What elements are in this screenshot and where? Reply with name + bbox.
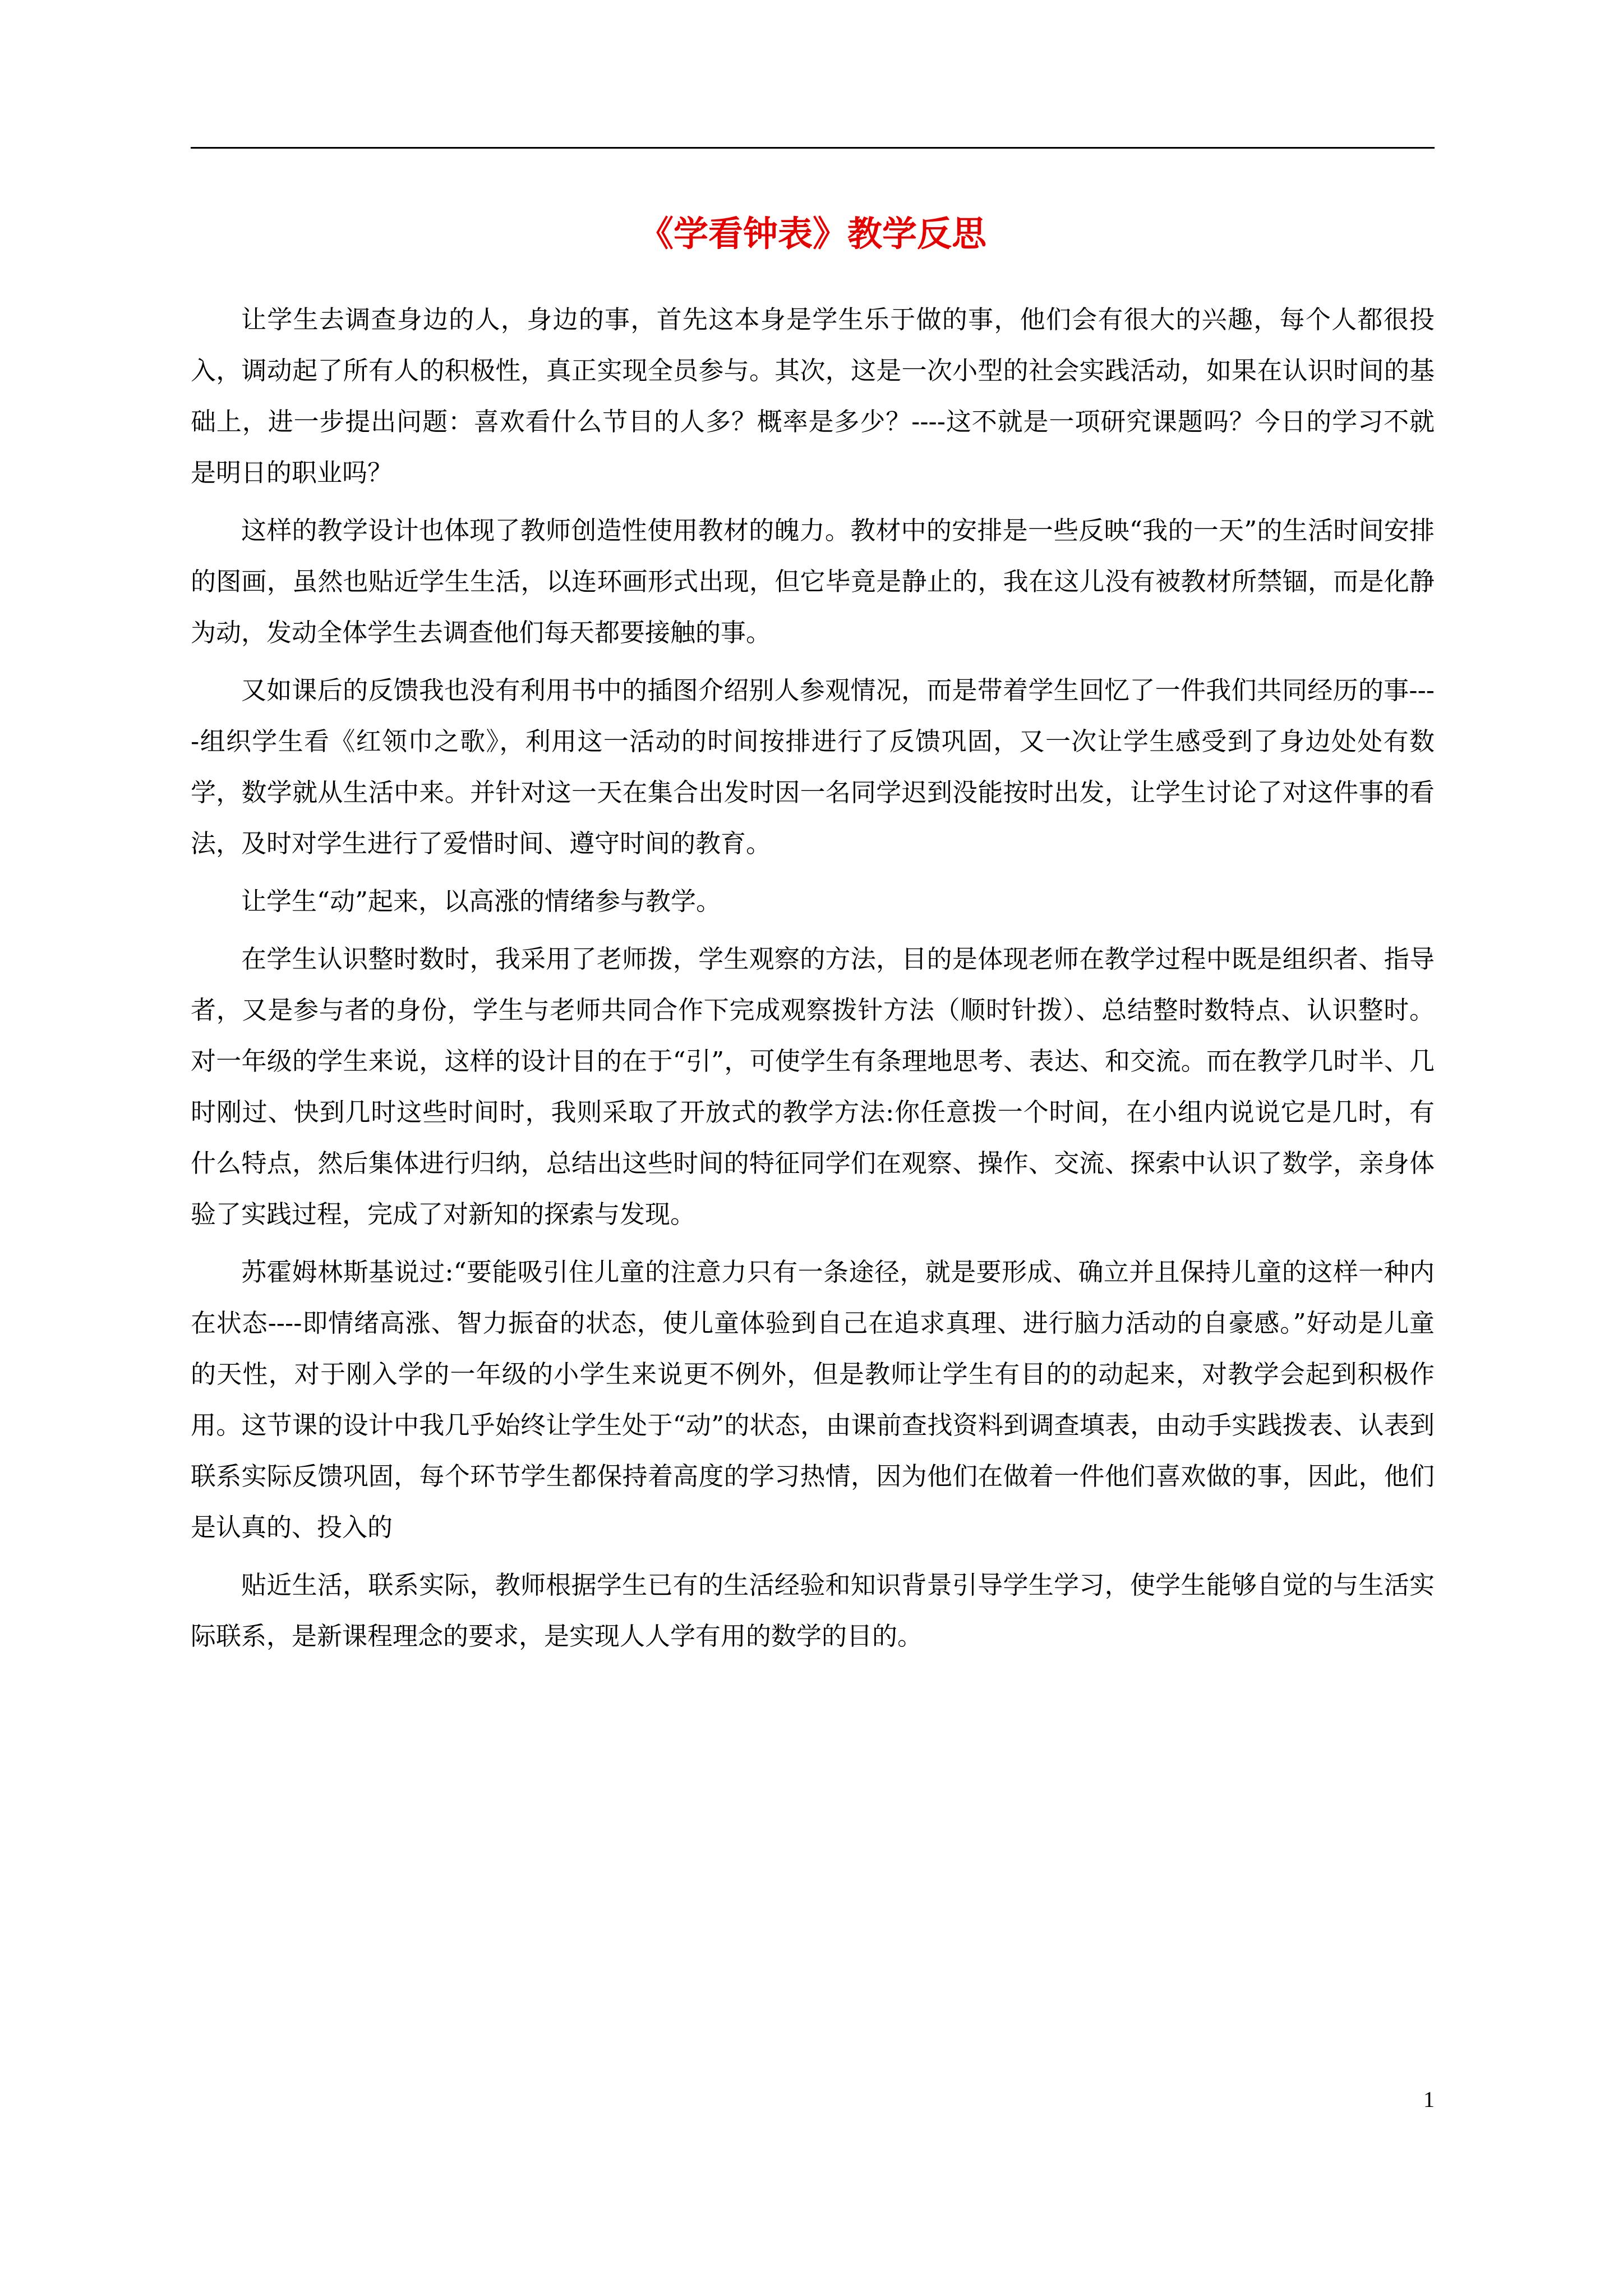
document-body bbox=[191, 294, 1435, 1668]
paragraph-survey: 让学生去调查身边的人，身边的事，首先这本身是学生乐于做的事，他们会有很大的兴趣，每个人都很投入，调动起了所有人的积极性，真正实现全员参与。其次，这是一次小型的社会实践活动，如果在认识时间的基础上，进一步提出问题：喜欢看什么节目的人多？概率是多少？----这不就是一项研究课题吗？今日的学习不就是明日的职业吗？ bbox=[191, 305, 1435, 487]
paragraph-conclusion: 贴近生活，联系实际，教师根据学生已有的生活经验和知识背景引导学生学习，使学生能够自觉的与生活实际联系，是新课程理念的要求，是实现人人学有用的数学的目的。 bbox=[191, 1570, 1435, 1651]
paragraph-textbook: 这样的教学设计也体现了教师创造性使用教材的魄力。教材中的安排是一些反映“我的一天”的生活时间安排的图画，虽然也贴近学生生活，以连环画形式出现，但它毕竟是静止的，我在这儿没有被教材所禁锢，而是化静为动，发动全体学生去调查他们每天都要接触的事。 bbox=[191, 516, 1435, 647]
header-rule bbox=[191, 147, 1435, 149]
paragraph-motion-heading: 让学生“动”起来，以高涨的情绪参与教学。 bbox=[241, 886, 722, 916]
document-title: 《学看钟表》教学反思 bbox=[638, 213, 986, 254]
paragraph-feedback: 又如课后的反馈我也没有利用书中的插图介绍别人参观情况，而是带着学生回忆了一件我们共同经历的事----组织学生看《红领巾之歌》，利用这一活动的时间按排进行了反馈巩固，又一次让学生感受到了身边处处有数学，数学就从生活中来。并针对这一天在集合出发时因一名同学迟到没能按时出发，让学生讨论了对这件事的看法，及时对学生进行了爱惜时间、遵守时间的教育。 bbox=[191, 675, 1435, 858]
paragraph-teaching-method: 在学生认识整时数时，我采用了老师拨，学生观察的方法，目的是体现老师在教学过程中既是组织者、指导者，又是参与者的身份，学生与老师共同合作下完成观察拨针方法（顺时针拨）、总结整时数特点、认识整时。对一年级的学生来说，这样的设计目的在于“引”，可使学生有条理地思考、表达、和交流。而在教学几时半、几时刚过、快到几时这些时间时，我则采取了开放式的教学方法:你任意拨一个时间，在小组内说说它是几时，有什么特点，然后集体进行归纳，总结出这些时间的特征同学们在观察、操作、交流、探索中认识了数学，亲身体验了实践过程，完成了对新知的探索与发现。 bbox=[191, 944, 1435, 1229]
paragraph-quote: 苏霍姆林斯基说过:“要能吸引住儿童的注意力只有一条途径，就是要形成、确立并且保持儿童的这样一种内在状态----即情绪高涨、智力振奋的状态，使儿童体验到自己在追求真理、进行脑力活动的自豪感。”好动是儿童的天性，对于刚入学的一年级的小学生来说更不例外，但是教师让学生有目的的动起来，对教学会起到积极作用。这节课的设计中我几乎始终让学生处于“动”的状态，由课前查找资料到调查填表，由动手实践拨表、认表到联系实际反馈巩固，每个环节学生都保持着高度的学习热情，因为他们在做着一件他们喜欢做的事，因此，他们是认真的、投入的 bbox=[191, 1257, 1435, 1542]
page-number: 1 bbox=[1423, 2087, 1435, 2112]
